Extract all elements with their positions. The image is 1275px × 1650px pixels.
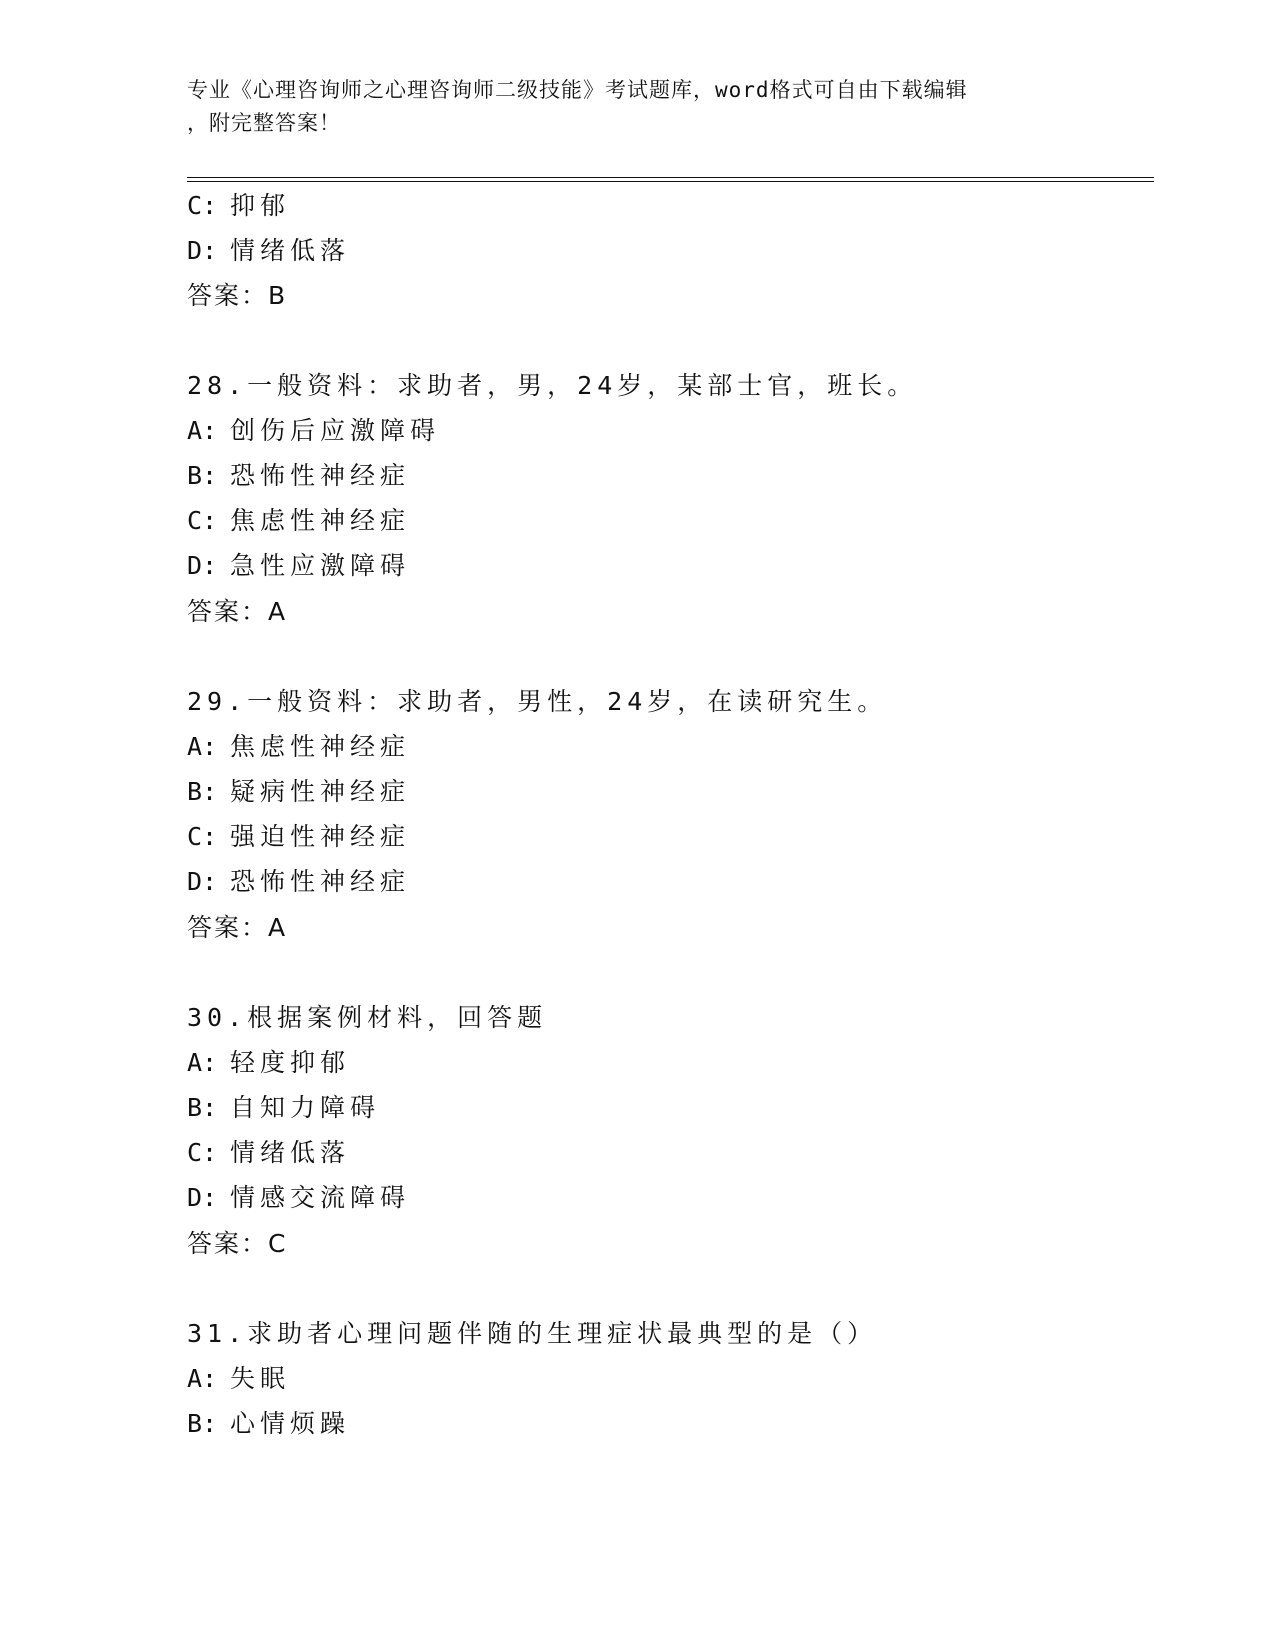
option-text: 创伤后应激障碍 xyxy=(230,416,441,445)
option-label: D: xyxy=(187,1183,218,1212)
question-stem: 30.根据案例材料，回答题 xyxy=(187,1003,548,1032)
option-label: A: xyxy=(187,1048,218,1077)
option-line xyxy=(187,1047,350,1079)
option-line xyxy=(187,190,290,222)
option-text: 轻度抑郁 xyxy=(230,1048,351,1077)
answer-line: 答案：A xyxy=(187,597,288,626)
option-line xyxy=(187,1363,290,1395)
option-label: C: xyxy=(187,191,218,220)
option-text: 失眠 xyxy=(230,1364,291,1393)
option-text: 急性应激障碍 xyxy=(230,551,411,580)
option-label: D: xyxy=(187,236,218,265)
answer-line: 答案：B xyxy=(187,281,288,310)
option-label: A: xyxy=(187,1364,218,1393)
option-line xyxy=(187,1092,380,1124)
option-text: 强迫性神经症 xyxy=(230,822,411,851)
option-label: B: xyxy=(187,1409,218,1438)
option-line xyxy=(187,1408,350,1440)
option-label: B: xyxy=(187,777,218,806)
option-label: A: xyxy=(187,416,218,445)
option-text: 自知力障碍 xyxy=(230,1093,381,1122)
option-text: 疑病性神经症 xyxy=(230,777,411,806)
option-line xyxy=(187,505,410,537)
header-divider-top xyxy=(187,177,1154,178)
question-stem: 31.求助者心理问题伴随的生理症状最典型的是（） xyxy=(187,1319,878,1348)
option-line xyxy=(187,460,410,492)
option-line xyxy=(187,731,410,763)
option-text: 情绪低落 xyxy=(230,236,351,265)
option-text: 抑郁 xyxy=(230,191,291,220)
option-line xyxy=(187,821,410,853)
option-line xyxy=(187,550,410,582)
option-label: C: xyxy=(187,822,218,851)
option-label: B: xyxy=(187,1093,218,1122)
option-label: C: xyxy=(187,506,218,535)
question-stem: 29.一般资料：求助者，男性，24岁，在读研究生。 xyxy=(187,687,888,716)
header-line-1: 专业《心理咨询师之心理咨询师二级技能》考试题库，word格式可自由下载编辑 xyxy=(187,78,968,102)
header-divider-bottom xyxy=(187,181,1154,182)
option-line xyxy=(187,776,410,808)
option-label: B: xyxy=(187,461,218,490)
option-text: 情感交流障碍 xyxy=(230,1183,411,1212)
option-text: 焦虑性神经症 xyxy=(230,506,411,535)
option-text: 焦虑性神经症 xyxy=(230,732,411,761)
document-header xyxy=(187,74,1087,140)
option-text: 情绪低落 xyxy=(230,1138,351,1167)
answer-line: 答案：A xyxy=(187,913,288,942)
option-text: 恐怖性神经症 xyxy=(230,461,411,490)
option-label: D: xyxy=(187,551,218,580)
answer-line: 答案：C xyxy=(187,1229,288,1258)
option-line xyxy=(187,866,410,898)
option-label: D: xyxy=(187,867,218,896)
header-line-2: ，附完整答案！ xyxy=(187,111,341,135)
option-line xyxy=(187,415,440,447)
option-text: 心情烦躁 xyxy=(230,1409,351,1438)
option-line xyxy=(187,235,350,267)
option-line xyxy=(187,1137,350,1169)
option-label: C: xyxy=(187,1138,218,1167)
option-label: A: xyxy=(187,732,218,761)
question-stem: 28.一般资料：求助者，男，24岁，某部士官，班长。 xyxy=(187,371,918,400)
option-text: 恐怖性神经症 xyxy=(230,867,411,896)
option-line xyxy=(187,1182,410,1214)
